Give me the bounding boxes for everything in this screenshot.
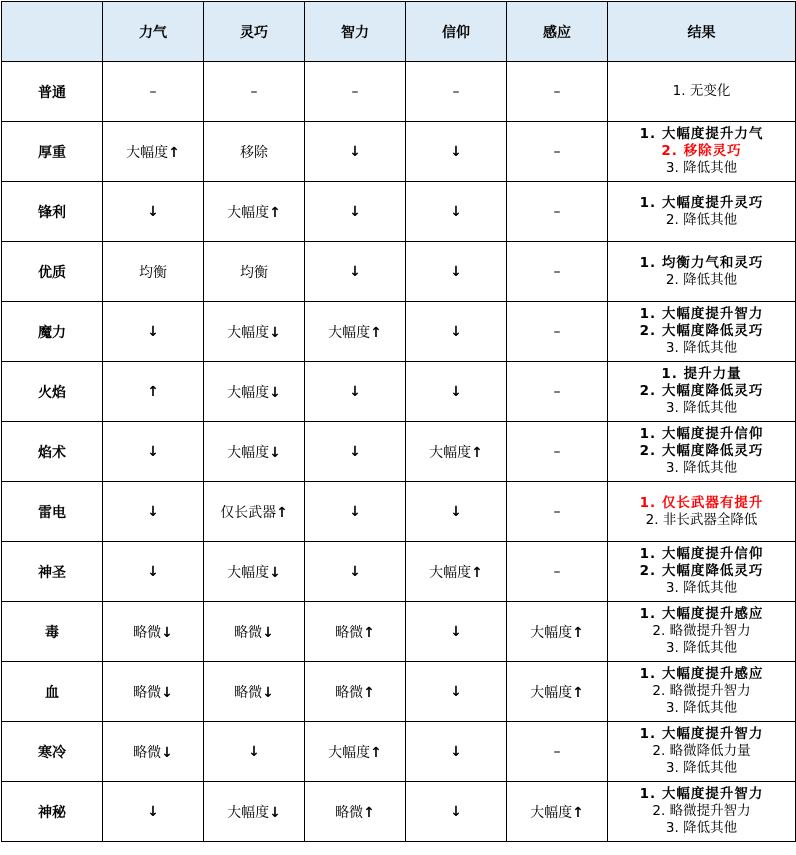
cell-result [608,782,796,842]
cell-dexterity [204,242,305,302]
cell-intelligence [305,62,406,122]
header-arcane: 感应 [507,2,608,62]
table-row [2,722,796,782]
cell-text: 大幅度 [429,564,472,581]
cell-result [608,122,796,182]
arrow-up-icon: ↑ [363,804,375,821]
cell-strength [103,62,204,122]
cell-strength [103,242,204,302]
cell-dexterity [204,182,305,242]
table-row [2,362,796,422]
result-line: 2. 降低其他 [665,211,738,228]
arrow-down-icon: ↓ [450,503,462,520]
result-line: 3. 降低其他 [665,640,738,656]
cell-strength [103,482,204,542]
row-header: 神圣 [2,542,103,602]
cell-arcane [507,722,608,782]
result-line: 2. 大幅度降低灵巧 [639,563,764,579]
cell-faith [406,662,507,722]
table-row [2,422,796,482]
arrow-down-icon: ↓ [147,203,159,220]
row-header: 焰术 [2,422,103,482]
table-row [2,482,796,542]
arrow-up-icon: ↑ [572,684,584,701]
arrow-up-icon: ↑ [370,744,382,761]
cell-intelligence [305,362,406,422]
cell-text: – [149,83,157,100]
cell-dexterity [204,602,305,662]
cell-text: 仅长武器 [220,504,277,521]
result-line: 3. 降低其他 [665,820,738,836]
result-line: 2. 移除灵巧 [661,143,742,159]
arrow-down-icon: ↓ [349,443,361,460]
cell-result [608,662,796,722]
arrow-down-icon: ↓ [161,624,173,641]
header-dexterity: 灵巧 [204,2,305,62]
arrow-down-icon: ↓ [262,684,274,701]
arrow-down-icon: ↓ [450,263,462,280]
cell-text: – [553,383,561,400]
row-header: 优质 [2,242,103,302]
table-row [2,302,796,362]
cell-arcane [507,242,608,302]
result-line: 2. 略微提升智力 [652,803,751,819]
arrow-up-icon: ↑ [572,804,584,821]
arrow-up-icon: ↑ [471,444,483,461]
row-header: 血 [2,662,103,722]
cell-strength [103,722,204,782]
table-row [2,62,796,122]
result-line: 1. 大幅度提升智力 [639,726,764,742]
result-line: 2. 降低其他 [665,271,738,288]
arrow-up-icon: ↑ [471,564,483,581]
cell-text: – [250,83,258,100]
cell-dexterity [204,362,305,422]
table-row [2,542,796,602]
cell-text: – [553,143,561,160]
cell-faith [406,362,507,422]
arrow-down-icon: ↓ [349,503,361,520]
arrow-down-icon: ↓ [269,804,281,821]
arrow-down-icon: ↓ [248,743,260,760]
cell-faith [406,542,507,602]
row-header: 火焰 [2,362,103,422]
arrow-down-icon: ↓ [349,263,361,280]
row-header: 普通 [2,62,103,122]
row-header: 厚重 [2,122,103,182]
row-header: 雷电 [2,482,103,542]
cell-faith [406,482,507,542]
arrow-down-icon: ↓ [450,683,462,700]
cell-result [608,422,796,482]
arrow-up-icon: ↑ [363,624,375,641]
result-line: 1. 大幅度提升信仰 [639,546,764,562]
result-line: 1. 提升力量 [661,366,742,382]
cell-text: – [553,743,561,760]
arrow-down-icon: ↓ [450,623,462,640]
cell-text: 大幅度 [530,624,573,641]
cell-text: – [553,443,561,460]
cell-text: 略微 [234,684,263,701]
cell-text: 均衡 [139,264,167,281]
arrow-down-icon: ↓ [161,744,173,761]
arrow-up-icon: ↑ [147,383,159,400]
cell-result [608,362,796,422]
table-row [2,662,796,722]
row-header: 毒 [2,602,103,662]
cell-text: 大幅度 [429,444,472,461]
arrow-up-icon: ↑ [168,144,180,161]
cell-text: 大幅度 [126,144,169,161]
cell-text: 略微 [234,624,263,641]
cell-dexterity [204,662,305,722]
cell-text: – [452,83,460,100]
cell-arcane [507,782,608,842]
header-faith: 信仰 [406,2,507,62]
result-line: 2. 大幅度降低灵巧 [639,443,764,459]
result-line: 3. 降低其他 [665,400,738,416]
result-line: 1. 大幅度提升灵巧 [639,194,764,211]
cell-text: 大幅度 [530,684,573,701]
cell-text: – [553,203,561,220]
result-line: 1. 均衡力气和灵巧 [639,254,764,271]
cell-result [608,62,796,122]
result-line: 1. 大幅度提升感应 [639,606,764,622]
cell-text: 大幅度 [227,804,270,821]
header-strength: 力气 [103,2,204,62]
cell-text: 移除 [240,144,268,161]
cell-faith [406,242,507,302]
table-row [2,602,796,662]
cell-strength [103,662,204,722]
cell-arcane [507,422,608,482]
cell-text: 略微 [335,684,364,701]
cell-arcane [507,182,608,242]
cell-arcane [507,482,608,542]
cell-text: 略微 [335,804,364,821]
arrow-up-icon: ↑ [572,624,584,641]
cell-dexterity [204,782,305,842]
cell-text: 大幅度 [227,444,270,461]
cell-text: 大幅度 [227,384,270,401]
arrow-down-icon: ↓ [450,203,462,220]
arrow-down-icon: ↓ [450,323,462,340]
cell-strength [103,542,204,602]
cell-result [608,542,796,602]
arrow-down-icon: ↓ [147,443,159,460]
cell-arcane [507,302,608,362]
cell-faith [406,122,507,182]
affinity-table [1,1,796,842]
cell-intelligence [305,602,406,662]
cell-strength [103,122,204,182]
result-line: 1. 大幅度提升信仰 [639,426,764,442]
result-line: 2. 大幅度降低灵巧 [639,383,764,399]
cell-arcane [507,662,608,722]
result-line: 2. 大幅度降低灵巧 [639,323,764,339]
cell-text: 均衡 [240,264,268,281]
row-header: 寒冷 [2,722,103,782]
table-body [2,62,796,842]
table-row [2,122,796,182]
cell-text: – [351,83,359,100]
cell-intelligence [305,542,406,602]
row-header: 魔力 [2,302,103,362]
cell-text: 略微 [335,624,364,641]
cell-faith [406,722,507,782]
result-line: 3. 降低其他 [665,460,738,476]
result-line: 1. 大幅度提升力气 [639,126,764,142]
cell-text: 略微 [133,744,162,761]
cell-strength [103,602,204,662]
arrow-down-icon: ↓ [349,143,361,160]
result-line: 1. 大幅度提升智力 [639,306,764,322]
cell-text: – [553,263,561,280]
arrow-up-icon: ↑ [276,504,288,521]
header-corner [2,2,103,62]
cell-faith [406,302,507,362]
result-line: 3. 降低其他 [665,760,738,776]
cell-intelligence [305,182,406,242]
header-row [2,2,796,62]
table-row [2,782,796,842]
arrow-down-icon: ↓ [147,323,159,340]
arrow-up-icon: ↑ [269,204,281,221]
cell-arcane [507,362,608,422]
cell-dexterity [204,422,305,482]
cell-intelligence [305,722,406,782]
arrow-down-icon: ↓ [349,203,361,220]
result-line: 1. 大幅度提升智力 [639,786,764,802]
cell-text: 大幅度 [227,324,270,341]
cell-faith [406,782,507,842]
cell-faith [406,422,507,482]
arrow-down-icon: ↓ [269,324,281,341]
result-line: 3. 降低其他 [665,160,738,176]
arrow-down-icon: ↓ [147,503,159,520]
arrow-down-icon: ↓ [269,444,281,461]
cell-result [608,482,796,542]
cell-arcane [507,122,608,182]
table-row [2,242,796,302]
cell-text: 大幅度 [328,744,371,761]
result-line: 2. 非长武器全降低 [645,511,758,528]
result-line: 3. 降低其他 [665,580,738,596]
cell-result [608,302,796,362]
arrow-down-icon: ↓ [269,564,281,581]
cell-dexterity [204,482,305,542]
arrow-up-icon: ↑ [363,684,375,701]
cell-text: 大幅度 [530,804,573,821]
arrow-down-icon: ↓ [262,624,274,641]
cell-text: – [553,563,561,580]
cell-strength [103,362,204,422]
cell-intelligence [305,482,406,542]
cell-arcane [507,542,608,602]
result-line: 3. 降低其他 [665,700,738,716]
arrow-down-icon: ↓ [450,743,462,760]
arrow-down-icon: ↓ [450,383,462,400]
arrow-down-icon: ↓ [161,684,173,701]
result-line: 1. 仅长武器有提升 [639,494,764,511]
cell-text: 大幅度 [227,564,270,581]
cell-dexterity [204,722,305,782]
cell-text: 略微 [133,624,162,641]
cell-result [608,182,796,242]
result-line: 1. 无变化 [672,83,731,99]
row-header: 锋利 [2,182,103,242]
arrow-down-icon: ↓ [349,383,361,400]
cell-text: 大幅度 [328,324,371,341]
arrow-down-icon: ↓ [349,563,361,580]
cell-strength [103,302,204,362]
result-line: 2. 略微提升智力 [652,623,751,639]
header-result: 结果 [608,2,796,62]
cell-dexterity [204,62,305,122]
row-header: 神秘 [2,782,103,842]
result-line: 1. 大幅度提升感应 [639,666,764,682]
cell-result [608,602,796,662]
cell-dexterity [204,542,305,602]
cell-intelligence [305,422,406,482]
cell-result [608,242,796,302]
result-line: 2. 略微降低力量 [652,743,751,759]
result-line: 2. 略微提升智力 [652,683,751,699]
cell-dexterity [204,122,305,182]
cell-intelligence [305,782,406,842]
cell-intelligence [305,242,406,302]
cell-arcane [507,602,608,662]
table-row [2,182,796,242]
cell-intelligence [305,662,406,722]
cell-text: – [553,83,561,100]
cell-strength [103,422,204,482]
cell-result [608,722,796,782]
cell-dexterity [204,302,305,362]
cell-intelligence [305,122,406,182]
result-line: 3. 降低其他 [665,340,738,356]
arrow-down-icon: ↓ [450,143,462,160]
arrow-down-icon: ↓ [269,384,281,401]
cell-strength [103,182,204,242]
arrow-down-icon: ↓ [147,803,159,820]
cell-faith [406,62,507,122]
arrow-down-icon: ↓ [450,803,462,820]
cell-text: 略微 [133,684,162,701]
cell-text: – [553,503,561,520]
cell-faith [406,602,507,662]
cell-faith [406,182,507,242]
arrow-up-icon: ↑ [370,324,382,341]
cell-text: – [553,323,561,340]
cell-text: 大幅度 [227,204,270,221]
arrow-down-icon: ↓ [147,563,159,580]
cell-arcane [507,62,608,122]
cell-intelligence [305,302,406,362]
header-intelligence: 智力 [305,2,406,62]
cell-strength [103,782,204,842]
